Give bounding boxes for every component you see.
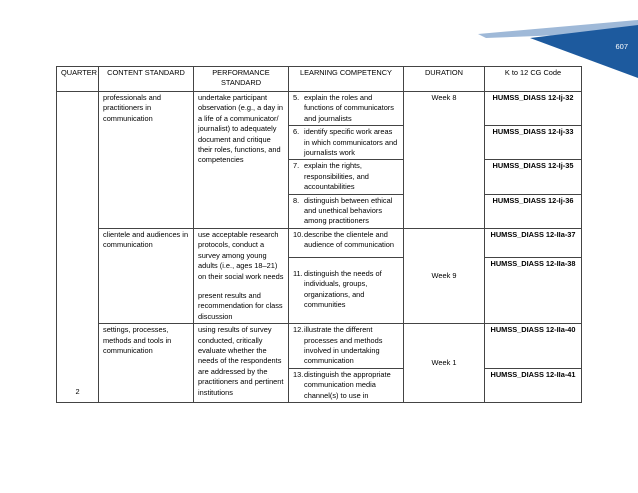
header-duration: DURATION [404, 67, 485, 92]
competency-number: 5. [293, 93, 300, 102]
quarter-cell [57, 92, 99, 403]
cg-code-cell: HUMSS_DIASS 12-Ij-35 [485, 160, 582, 194]
header-quarter: QUARTER [57, 67, 99, 92]
competency-text: describe the clientele and audience of communication [304, 229, 394, 250]
cg-code-cell: HUMSS_DIASS 12-IIa-38 [485, 257, 582, 323]
competency-text: distinguish the needs of individuals, groups, organizations, and communities [304, 268, 382, 309]
cg-code-cell: HUMSS_DIASS 12-IIa-37 [485, 228, 582, 257]
duration-cell: Week 8 [404, 92, 485, 229]
competency-number: 6. [293, 127, 300, 137]
competency-cell [289, 257, 404, 323]
competency-text: explain the roles and functions of communicators and journalists [304, 93, 394, 123]
competency-cell [289, 324, 404, 369]
performance-standard-cell: undertake participant observation (e.g., a day in a life of a communicator/ journalist) to adequately document and critique their roles, functions, and competencies [194, 92, 289, 229]
performance-paragraph: use acceptable research protocols, conduct a survey among young adults (i.e., ages 18–21) on their social work needs [198, 229, 284, 281]
header-row [57, 67, 582, 92]
curriculum-guide-table [56, 66, 582, 403]
header-cg-code: K to 12 CG Code [485, 67, 582, 92]
competency-number: 7. [293, 161, 300, 171]
page-number: 607 [615, 42, 628, 51]
header-learning-competency: LEARNING COMPETENCY [289, 67, 404, 92]
competency-cell [289, 368, 404, 402]
competency-number: 11. [293, 268, 303, 278]
competency-number: 10. [293, 229, 304, 239]
table-row [57, 324, 582, 369]
competency-number: 8. [293, 195, 300, 205]
header-performance-standard: PERFORMANCE STANDARD [194, 67, 289, 92]
competency-text: distinguish the appropriate communication media channel(s) to use in [304, 369, 391, 400]
competency-number: 13. [293, 369, 304, 379]
cg-code-cell: HUMSS_DIASS 12-IIa-40 [485, 324, 582, 369]
header-content-standard: CONTENT STANDARD [99, 67, 194, 92]
table-row [57, 92, 582, 126]
performance-standard-cell [194, 228, 289, 323]
performance-standard-cell: using results of survey conducted, critically evaluate whether the needs of the respondents are addressed by the practitioners and pertinent institutions [194, 324, 289, 403]
competency-text: explain the rights, responsibilities, and accountabilities [304, 161, 369, 192]
curriculum-guide-table-wrapper [56, 66, 581, 403]
quarter-value: 2 [75, 386, 80, 396]
duration-cell: Week 1 [404, 324, 485, 403]
content-standard-cell: professionals and practitioners in communication [99, 92, 194, 229]
competency-number: 12. [293, 325, 304, 335]
duration-cell: Week 9 [404, 228, 485, 323]
content-standard-cell: clientele and audiences in communication [99, 228, 194, 323]
cg-code-cell: HUMSS_DIASS 12-Ij-32 [485, 92, 582, 126]
competency-cell [289, 92, 404, 126]
competency-cell [289, 228, 404, 257]
competency-cell [289, 194, 404, 228]
competency-text: illustrate the different processes and methods involved in undertaking communication [304, 325, 383, 366]
performance-paragraph: present results and recommendation for class discussion [198, 290, 283, 321]
competency-cell [289, 160, 404, 194]
competency-cell [289, 126, 404, 160]
competency-text: identify specific work areas in which communicators and journalists work [304, 127, 398, 158]
cg-code-cell: HUMSS_DIASS 12-IIa-41 [485, 368, 582, 402]
competency-text: distinguish between ethical and unethical behaviors among practitioners [304, 195, 393, 226]
content-standard-cell: settings, processes, methods and tools in communication [99, 324, 194, 403]
cg-code-cell: HUMSS_DIASS 12-Ij-36 [485, 194, 582, 228]
table-row [57, 228, 582, 257]
cg-code-cell: HUMSS_DIASS 12-Ij-33 [485, 126, 582, 160]
